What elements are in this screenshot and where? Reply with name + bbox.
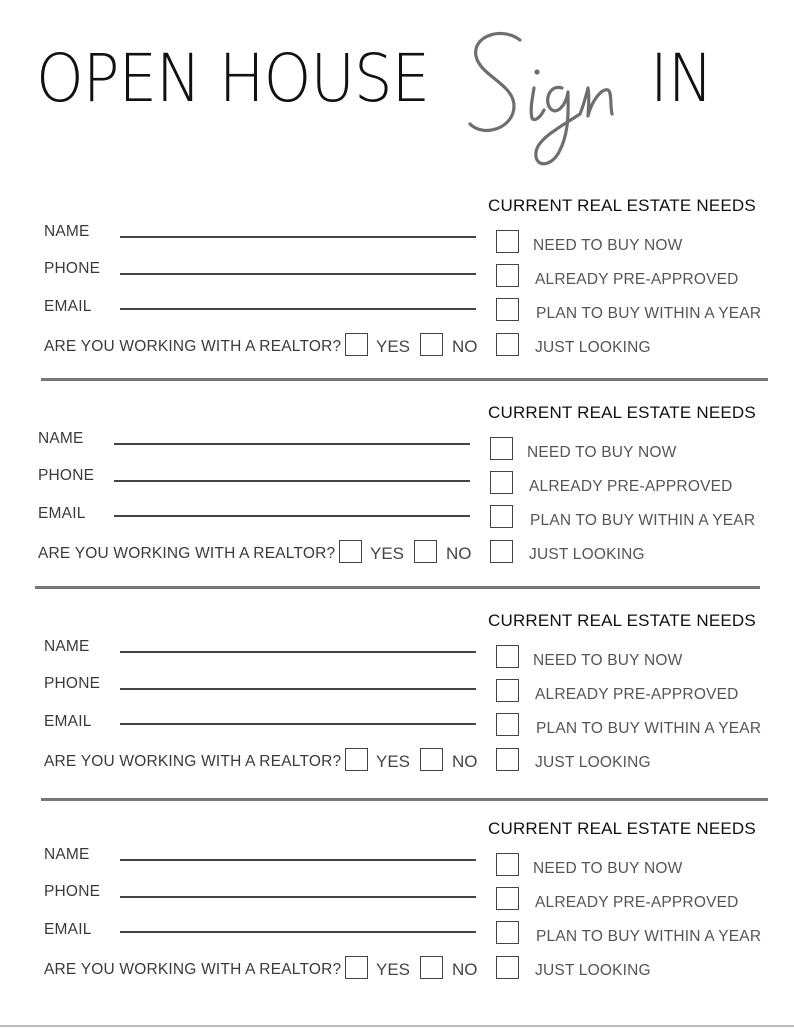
email-field[interactable] (120, 931, 476, 933)
yes-label: YES (376, 337, 411, 356)
needs-heading: CURRENT REAL ESTATE NEEDS (488, 196, 756, 215)
phone-label: PHONE (44, 675, 101, 692)
name-label: NAME (44, 846, 90, 863)
need-buy-now-checkbox[interactable] (490, 437, 513, 460)
option-label: NEED TO BUY NOW (533, 237, 683, 254)
pre-approved-checkbox[interactable] (496, 264, 519, 287)
name-label: NAME (44, 223, 90, 240)
realtor-question: ARE YOU WORKING WITH A REALTOR? (44, 753, 342, 770)
option-label: NEED TO BUY NOW (533, 652, 683, 669)
email-label: EMAIL (38, 505, 86, 522)
phone-field[interactable] (114, 480, 470, 482)
option-label: PLAN TO BUY WITHIN A YEAR (536, 928, 762, 945)
name-field[interactable] (114, 443, 470, 445)
buy-within-year-checkbox[interactable] (496, 713, 519, 736)
yes-checkbox[interactable] (345, 956, 368, 979)
divider (41, 378, 768, 381)
need-buy-now-checkbox[interactable] (496, 853, 519, 876)
sign-in-entry (0, 399, 788, 574)
no-checkbox[interactable] (420, 333, 443, 356)
no-checkbox[interactable] (414, 540, 437, 563)
buy-within-year-checkbox[interactable] (490, 505, 513, 528)
just-looking-checkbox[interactable] (490, 540, 513, 563)
pre-approved-checkbox[interactable] (490, 471, 513, 494)
yes-checkbox[interactable] (345, 333, 368, 356)
option-label: ALREADY PRE-APPROVED (535, 894, 739, 911)
sign-in-entry (0, 607, 794, 782)
name-field[interactable] (120, 859, 476, 861)
just-looking-checkbox[interactable] (496, 333, 519, 356)
option-label: JUST LOOKING (535, 339, 651, 356)
email-field[interactable] (120, 308, 476, 310)
phone-field[interactable] (120, 273, 476, 275)
email-label: EMAIL (44, 921, 92, 938)
no-label: NO (446, 544, 472, 563)
needs-heading: CURRENT REAL ESTATE NEEDS (488, 611, 756, 630)
phone-field[interactable] (120, 688, 476, 690)
realtor-question: ARE YOU WORKING WITH A REALTOR? (38, 545, 336, 562)
buy-within-year-checkbox[interactable] (496, 298, 519, 321)
email-label: EMAIL (44, 298, 92, 315)
no-checkbox[interactable] (420, 956, 443, 979)
realtor-question: ARE YOU WORKING WITH A REALTOR? (44, 338, 342, 355)
option-label: JUST LOOKING (535, 754, 651, 771)
option-label: JUST LOOKING (535, 962, 651, 979)
yes-label: YES (376, 752, 411, 771)
divider (41, 798, 768, 801)
email-field[interactable] (120, 723, 476, 725)
option-label: PLAN TO BUY WITHIN A YEAR (530, 512, 756, 529)
buy-within-year-checkbox[interactable] (496, 921, 519, 944)
needs-heading: CURRENT REAL ESTATE NEEDS (488, 403, 756, 422)
yes-checkbox[interactable] (345, 748, 368, 771)
need-buy-now-checkbox[interactable] (496, 645, 519, 668)
needs-heading: CURRENT REAL ESTATE NEEDS (488, 819, 756, 838)
page-bottom-edge (0, 1025, 794, 1027)
phone-label: PHONE (38, 467, 95, 484)
email-field[interactable] (114, 515, 470, 517)
no-checkbox[interactable] (420, 748, 443, 771)
option-label: PLAN TO BUY WITHIN A YEAR (536, 305, 762, 322)
just-looking-checkbox[interactable] (496, 956, 519, 979)
yes-label: YES (376, 960, 411, 979)
phone-label: PHONE (44, 883, 101, 900)
name-label: NAME (38, 430, 84, 447)
option-label: ALREADY PRE-APPROVED (535, 271, 739, 288)
name-field[interactable] (120, 236, 476, 238)
pre-approved-checkbox[interactable] (496, 679, 519, 702)
sign-in-entry (0, 815, 794, 990)
divider (35, 586, 760, 589)
no-label: NO (452, 960, 478, 979)
sign-script-word (462, 26, 637, 176)
name-field[interactable] (120, 651, 476, 653)
realtor-question: ARE YOU WORKING WITH A REALTOR? (44, 961, 342, 978)
email-label: EMAIL (44, 713, 92, 730)
option-label: NEED TO BUY NOW (533, 860, 683, 877)
option-label: PLAN TO BUY WITHIN A YEAR (536, 720, 762, 737)
page-title: OPEN HOUSE (36, 40, 430, 117)
just-looking-checkbox[interactable] (496, 748, 519, 771)
yes-label: YES (370, 544, 405, 563)
need-buy-now-checkbox[interactable] (496, 230, 519, 253)
option-label: NEED TO BUY NOW (527, 444, 677, 461)
phone-label: PHONE (44, 260, 101, 277)
pre-approved-checkbox[interactable] (496, 887, 519, 910)
option-label: JUST LOOKING (529, 546, 645, 563)
no-label: NO (452, 337, 478, 356)
sign-in-entry (0, 192, 794, 367)
no-label: NO (452, 752, 478, 771)
phone-field[interactable] (120, 896, 476, 898)
page-title-end: IN (650, 40, 714, 117)
option-label: ALREADY PRE-APPROVED (529, 478, 733, 495)
yes-checkbox[interactable] (339, 540, 362, 563)
name-label: NAME (44, 638, 90, 655)
option-label: ALREADY PRE-APPROVED (535, 686, 739, 703)
